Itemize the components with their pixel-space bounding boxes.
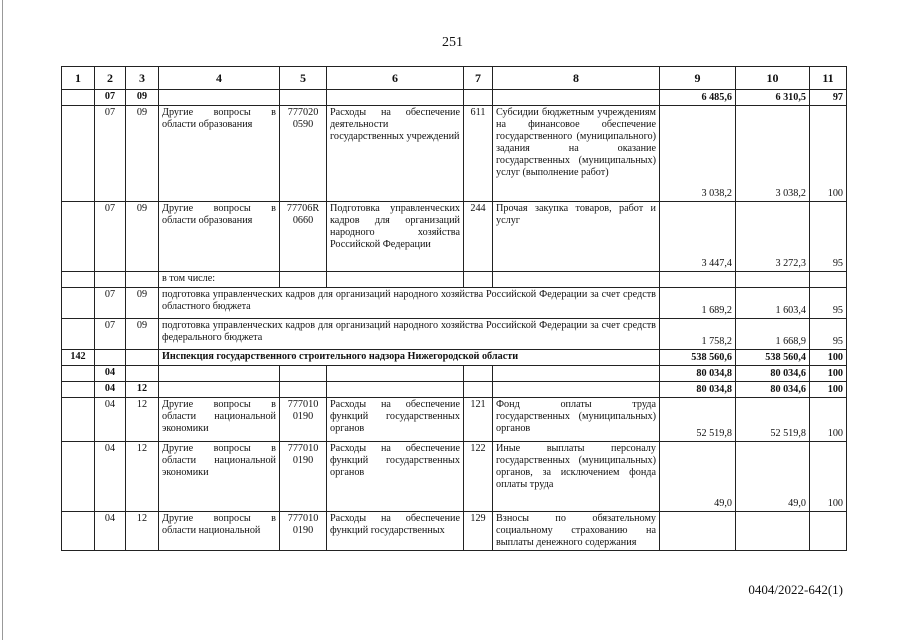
cell [126, 272, 159, 288]
expense-type-name: Взносы по обязательному социальному страхованию на выплаты денежного содержания [493, 512, 660, 551]
col-1-header: 1 [62, 67, 95, 90]
expense-type-name: Прочая закупка товаров, работ и услуг [493, 202, 660, 272]
cell [464, 366, 493, 382]
percent: 100 [810, 382, 847, 398]
subsection-name: Другие вопросы в области национальной экономики [159, 442, 280, 512]
planned-amount: 80 034,8 [660, 366, 736, 382]
target-article-name: Подготовка управленческих кадров для организаций народного хозяйства Российской Федерации [327, 202, 464, 272]
cell [62, 90, 95, 106]
section-code: 07 [95, 90, 126, 106]
cell [62, 319, 95, 350]
table-row [62, 202, 847, 272]
cell [280, 90, 327, 106]
cell [464, 272, 493, 288]
col-9-header: 9 [660, 67, 736, 90]
col-8-header: 8 [493, 67, 660, 90]
subsection-code: 09 [126, 106, 159, 202]
subsection-code: 09 [126, 288, 159, 319]
actual-amount: 1 668,9 [736, 319, 810, 350]
target-article-name: Расходы на обеспечение функций государственных органов [327, 398, 464, 442]
cell [126, 350, 159, 366]
col-4-header: 4 [159, 67, 280, 90]
actual-amount: 3 038,2 [736, 106, 810, 202]
subsection-name: Другие вопросы в области образования [159, 106, 280, 202]
percent: 100 [810, 398, 847, 442]
cell [62, 398, 95, 442]
expense-type-code: 129 [464, 512, 493, 551]
cell [327, 382, 464, 398]
subsection-name: Другие вопросы в области национальной экономики [159, 398, 280, 442]
cell [62, 442, 95, 512]
percent: 95 [810, 288, 847, 319]
subsection-name: Другие вопросы в области национальной [159, 512, 280, 551]
subsection-code: 12 [126, 398, 159, 442]
page-number: 251 [442, 35, 463, 50]
percent: 100 [810, 442, 847, 512]
planned-amount: 52 519,8 [660, 398, 736, 442]
percent: 100 [810, 350, 847, 366]
header-row [62, 67, 847, 90]
actual-amount: 49,0 [736, 442, 810, 512]
section-code: 07 [95, 319, 126, 350]
cell [62, 382, 95, 398]
target-article-code: 777010 0190 [280, 398, 327, 442]
actual-amount: 1 603,4 [736, 288, 810, 319]
cell [159, 90, 280, 106]
cell [280, 366, 327, 382]
planned-amount: 3 038,2 [660, 106, 736, 202]
col-5-header: 5 [280, 67, 327, 90]
table-row [62, 272, 847, 288]
cell [62, 106, 95, 202]
cell [493, 272, 660, 288]
percent: 95 [810, 319, 847, 350]
table-row [62, 350, 847, 366]
cell [327, 366, 464, 382]
cell [62, 512, 95, 551]
actual-amount: 538 560,4 [736, 350, 810, 366]
target-article-code: 777020 0590 [280, 106, 327, 202]
cell [493, 366, 660, 382]
cell [464, 90, 493, 106]
planned-amount: 6 485,6 [660, 90, 736, 106]
percent: 95 [810, 202, 847, 272]
subsection-code: 12 [126, 512, 159, 551]
expense-type-code: 121 [464, 398, 493, 442]
cell [464, 382, 493, 398]
percent: 97 [810, 90, 847, 106]
col-3-header: 3 [126, 67, 159, 90]
section-code: 07 [95, 202, 126, 272]
table-row [62, 398, 847, 442]
section-code: 04 [95, 512, 126, 551]
planned-amount [660, 512, 736, 551]
percent: 100 [810, 366, 847, 382]
cell [62, 288, 95, 319]
percent [810, 512, 847, 551]
percent: 100 [810, 106, 847, 202]
cell [62, 202, 95, 272]
cell [327, 272, 464, 288]
planned-amount: 1 758,2 [660, 319, 736, 350]
target-article-name: Расходы на обеспечение функций государственных органов [327, 442, 464, 512]
actual-amount: 52 519,8 [736, 398, 810, 442]
table-row [62, 90, 847, 106]
target-article-code: 77706R 0660 [280, 202, 327, 272]
expense-type-code: 611 [464, 106, 493, 202]
cell [810, 272, 847, 288]
expense-type-name: Субсидии бюджетным учреждениям на финансовое обеспечение государственного (муниципального) задания на оказание государственных (муниципальных) услуг (выполнение работ) [493, 106, 660, 202]
subsection-code: 12 [126, 442, 159, 512]
agency-name: Инспекция государственного строительного надзора Нижегородской области [159, 350, 660, 366]
cell [95, 350, 126, 366]
actual-amount: 6 310,5 [736, 90, 810, 106]
subsection-code: 12 [126, 382, 159, 398]
expense-type-name: Иные выплаты персоналу государственных (муниципальных) органов, за исключением фонда оплаты труда [493, 442, 660, 512]
left-scan-edge [2, 0, 3, 640]
cell [62, 272, 95, 288]
section-code: 04 [95, 398, 126, 442]
budget-table [61, 66, 847, 551]
col-10-header: 10 [736, 67, 810, 90]
agency-code: 142 [62, 350, 95, 366]
cell [493, 382, 660, 398]
cell [126, 366, 159, 382]
table-row [62, 319, 847, 350]
expense-type-code: 122 [464, 442, 493, 512]
planned-amount: 80 034,8 [660, 382, 736, 398]
expense-type-name: Фонд оплаты труда государственных (муниципальных) органов [493, 398, 660, 442]
cell [660, 272, 736, 288]
col-2-header: 2 [95, 67, 126, 90]
section-code: 04 [95, 382, 126, 398]
funding-source-description: подготовка управленческих кадров для организаций народного хозяйства Российской Федерации за счет средств областного бюджета [159, 288, 660, 319]
section-code: 07 [95, 288, 126, 319]
table-row [62, 512, 847, 551]
section-code: 04 [95, 366, 126, 382]
table-row [62, 106, 847, 202]
funding-source-description: подготовка управленческих кадров для организаций народного хозяйства Российской Федерации за счет средств федерального бюджета [159, 319, 660, 350]
section-code: 04 [95, 442, 126, 512]
table-row [62, 366, 847, 382]
actual-amount [736, 512, 810, 551]
planned-amount: 1 689,2 [660, 288, 736, 319]
expense-type-code: 244 [464, 202, 493, 272]
target-article-name: Расходы на обеспечение функций государственных [327, 512, 464, 551]
actual-amount: 3 272,3 [736, 202, 810, 272]
subsection-code: 09 [126, 90, 159, 106]
including-note: в том числе: [159, 272, 280, 288]
col-7-header: 7 [464, 67, 493, 90]
subsection-code: 09 [126, 319, 159, 350]
section-code: 07 [95, 106, 126, 202]
target-article-code: 777010 0190 [280, 442, 327, 512]
actual-amount: 80 034,6 [736, 382, 810, 398]
cell [280, 382, 327, 398]
table-row [62, 442, 847, 512]
planned-amount: 3 447,4 [660, 202, 736, 272]
cell [95, 272, 126, 288]
cell [159, 366, 280, 382]
col-11-header: 11 [810, 67, 847, 90]
planned-amount: 49,0 [660, 442, 736, 512]
document-code: 0404/2022-642(1) [748, 582, 843, 597]
cell [159, 382, 280, 398]
target-article-name: Расходы на обеспечение деятельности государственных учреждений [327, 106, 464, 202]
cell [493, 90, 660, 106]
cell [327, 90, 464, 106]
planned-amount: 538 560,6 [660, 350, 736, 366]
table-row [62, 288, 847, 319]
cell [280, 272, 327, 288]
col-6-header: 6 [327, 67, 464, 90]
subsection-code: 09 [126, 202, 159, 272]
cell [62, 366, 95, 382]
cell [736, 272, 810, 288]
subsection-name: Другие вопросы в области образования [159, 202, 280, 272]
actual-amount: 80 034,6 [736, 366, 810, 382]
table-row [62, 382, 847, 398]
target-article-code: 777010 0190 [280, 512, 327, 551]
